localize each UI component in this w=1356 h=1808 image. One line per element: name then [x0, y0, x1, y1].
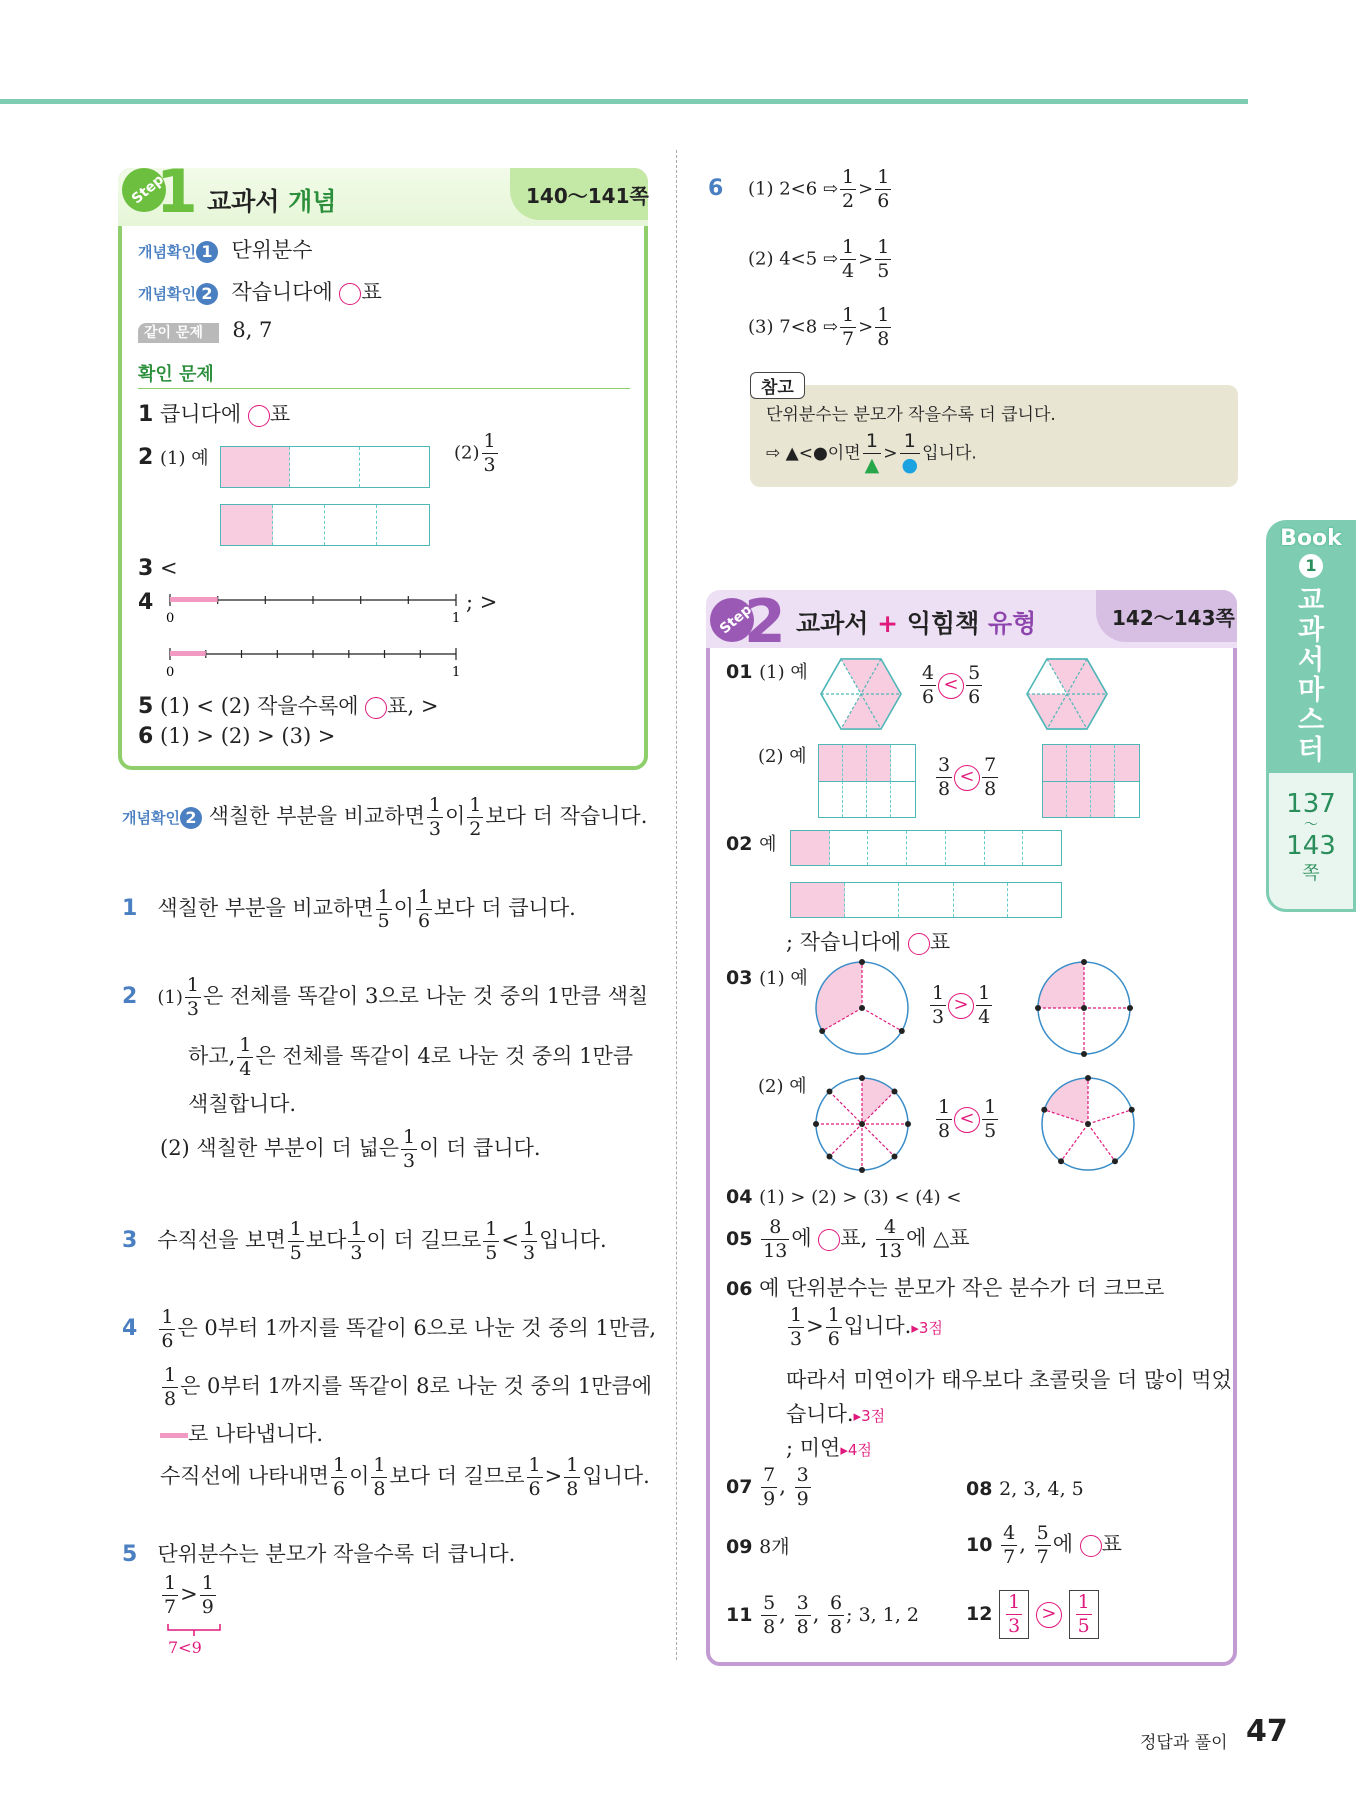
check-a4: 4 [138, 590, 154, 615]
check-a2: 2 (1) 예 [138, 445, 209, 470]
step1-badge [112, 150, 198, 227]
circle-thirds [812, 958, 912, 1058]
r6-3: (3) 7<8 ⇨ $\frac{1}{7}$ > $\frac{1}{8}$ [748, 304, 890, 350]
q02: 02 예 [726, 833, 777, 855]
q03: 03 (1) 예 [726, 967, 808, 989]
q06: 06 예 단위분수는 분모가 작은 분수가 더 크므로 [726, 1276, 1165, 1300]
bar-sevenths [790, 830, 1062, 866]
left-e5-frac: $\frac{1}{7}$ > $\frac{1}{9}$ [164, 1572, 214, 1618]
q03-2: (2) 예 [758, 1076, 807, 1097]
left-e1: 1 색칠한 부분을 비교하면 $\frac{1}{5}$ 이 $\frac{1}{6}$ 보다 더 큽니다. [122, 886, 576, 932]
q05: 05 $\frac{8}{13}$ 에 표, $\frac{4}{13}$ 에 △표 [726, 1216, 970, 1262]
left-e2: 2 (1) $\frac{1}{3}$ 은 전체를 똑같이 3으로 나눈 것 중의 1만큼 색칠 [122, 974, 649, 1020]
step2-title: 교과서 + 익힘책 유형 [796, 609, 1037, 638]
r6-2: (2) 4<5 ⇨ $\frac{1}{4}$ > $\frac{1}{5}$ [748, 236, 890, 282]
check-a1: 1 큽니다에 표 [138, 402, 291, 427]
left-e5: 5 단위분수는 분모가 작을수록 더 큽니다. [122, 1542, 516, 1567]
hexagon-left [816, 654, 906, 734]
check-title: 확인 문제 [138, 360, 630, 389]
q01-2: (2) 예 [758, 746, 807, 767]
bar-fifths [790, 882, 1062, 918]
left-c2: 개념확인 2 색칠한 부분을 비교하면 $\frac{1}{3}$ 이 $\frac{1}{2}$ 보다 더 작습니다. [122, 794, 648, 840]
r6-1: (1) 2<6 ⇨ $\frac{1}{2}$ > $\frac{1}{6}$ [748, 166, 890, 212]
q06-l5: ; 미연▸4점 [786, 1436, 872, 1460]
left-e4: 4 $\frac{1}{6}$ 은 0부터 1까지를 똑같이 6으로 나눈 것 중의 1만큼, [122, 1306, 657, 1352]
q04: 04 (1) > (2) > (3) < (4) < [726, 1186, 962, 1208]
q10: 10 $\frac{4}{7}$ , $\frac{5}{7}$ 에 표 [966, 1522, 1122, 1568]
side-pages: 137 ～ 143 쪽 [1286, 789, 1336, 884]
step1-pages: 140～141쪽 [526, 184, 649, 208]
check-a2-2: (2) $\frac{1}{3}$ [454, 430, 496, 476]
check-a6: 6 (1) > (2) > (3) > [138, 724, 336, 749]
q06-l3: 따라서 미연이가 태우보다 초콜릿을 더 많이 먹었 [786, 1368, 1232, 1392]
bracket-connector [160, 1622, 230, 1638]
left-e3: 3 수직선을 보면 $\frac{1}{5}$ 보다 $\frac{1}{3}$ 이 더 길므로 $\frac{1}{5}$ < $\frac{1}{3}$ 입니다. [122, 1218, 607, 1264]
q09: 09 8개 [726, 1536, 790, 1558]
step1-title: 교과서 개념 [207, 187, 337, 216]
svg-text:2: 2 [744, 587, 786, 657]
svg-text:Step: Step [716, 601, 756, 638]
step2-pages: 142～143쪽 [1112, 606, 1235, 630]
svg-text:0: 0 [166, 611, 175, 626]
hexagon-right [1022, 654, 1112, 734]
circle-eighths [812, 1074, 912, 1174]
q06-l4: 습니다.▸3점 [786, 1402, 886, 1426]
q06-l2: $\frac{1}{3}$ > $\frac{1}{6}$ 입니다.▸3점 [790, 1304, 943, 1350]
side-book: Book [1280, 526, 1342, 551]
left-e4-l2: $\frac{1}{8}$ 은 0부터 1까지를 똑같이 8로 나눈 것 중의 1만큼에 [164, 1364, 653, 1410]
note-title: 참고 [750, 372, 805, 399]
q12: 12 $\frac{1}{3}$ > $\frac{1}{5}$ [966, 1590, 1099, 1639]
q03-compare1: $\frac{1}{3}$ > $\frac{1}{4}$ [932, 982, 991, 1028]
svg-text:1: 1 [156, 157, 198, 227]
bar-thirds [220, 446, 430, 488]
column-divider [676, 150, 677, 1660]
step2-badge [700, 580, 790, 657]
q11: 11 $\frac{5}{8}$ , $\frac{3}{8}$ , $\frac{6}{8}$ ; 3, 1, 2 [726, 1592, 920, 1638]
left-e2-l3: 색칠합니다. [188, 1092, 297, 1116]
note-line2: ⇨ ▲<●이면 1 ▲ > 1 ● 입니다. [766, 430, 977, 476]
q08: 08 2, 3, 4, 5 [966, 1478, 1084, 1500]
q01-compare1: $\frac{4}{6}$ < $\frac{5}{6}$ [922, 662, 981, 708]
q07: 07 $\frac{7}{9}$ , $\frac{3}{9}$ [726, 1464, 809, 1510]
q03-compare2: $\frac{1}{8}$ < $\frac{1}{5}$ [938, 1096, 997, 1142]
q02-answer: ; 작습니다에 표 [786, 930, 951, 954]
left-e2-l4: (2) 색칠한 부분이 더 넓은 $\frac{1}{3}$ 이 더 큽니다. [160, 1126, 541, 1172]
quick-question: 같이 문제 8, 7 [138, 318, 272, 342]
concept2: 개념확인 2 작습니다에 표 [138, 280, 382, 304]
svg-text:Step: Step [128, 171, 168, 208]
check-a4-answer: ; > [466, 590, 498, 614]
circle-fifths [1038, 1074, 1138, 1174]
svg-text:1: 1 [452, 611, 461, 626]
note-line1: 단위분수는 분모가 작을수록 더 큽니다. [766, 405, 1056, 425]
grid-left [818, 744, 916, 818]
q01: 01 (1) 예 [726, 661, 808, 683]
side-book-num: 1 [1299, 554, 1323, 578]
q01-compare2: $\frac{3}{8}$ < $\frac{7}{8}$ [938, 754, 997, 800]
check-a5: 5 (1) < (2) 작을수록에 표, > [138, 694, 439, 719]
grid-right [1042, 744, 1140, 818]
left-e2-l2: 하고, $\frac{1}{4}$ 은 전체를 똑같이 4로 나눈 것 중의 1만큼 [188, 1034, 634, 1080]
left-e5-compare: 7<9 [168, 1638, 202, 1657]
check-a3: 3 < [138, 556, 178, 581]
left-e4-l3: 로 나타냅니다. [160, 1418, 323, 1448]
circle-quarters [1034, 958, 1134, 1058]
side-title: 교 과 서 마 스 터 [1297, 585, 1325, 766]
r6-num: 6 [708, 176, 724, 201]
footer-label: 정답과 풀이 [1140, 1733, 1228, 1753]
svg-text:1: 1 [452, 665, 461, 680]
page-number: 47 [1246, 1714, 1288, 1749]
bar-quarters [220, 504, 430, 546]
concept1: 개념확인 1 단위분수 [138, 238, 313, 262]
left-e4-l4: 수직선에 나타내면 $\frac{1}{6}$ 이 $\frac{1}{8}$ 보다 더 길므로 $\frac{1}{6}$ > $\frac{1}{8}$ 입니다. [160, 1454, 650, 1500]
svg-text:0: 0 [166, 665, 175, 680]
top-rule [0, 99, 1248, 104]
